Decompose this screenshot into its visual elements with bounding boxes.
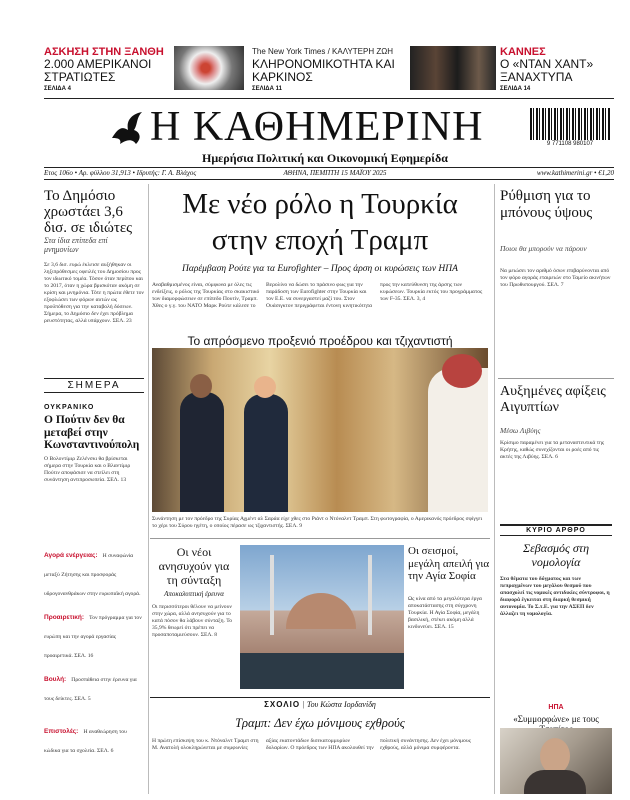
brief-head: Προαιρετική:: [44, 614, 85, 621]
left-lead-sub: Στα ίδια επίπεδα επί μνημονίων: [44, 236, 108, 254]
main-photo: [152, 348, 488, 512]
teaser-3[interactable]: [500, 46, 610, 92]
story-a-text: Οι περισσότεροι θέλουν να μείνουν στην χώρα, αλλά ανησυχούν για το κατά πόσον θα λάβουν σύνταξη. Το 35,9% θεωρεί ότι πρέπει να προσαποταμιεύσουν. ΣΕΛ. 8: [152, 604, 233, 638]
column-text: Η πρώτη επίσκεψη του κ. Ντόναλντ Τραμπ στη Μ. Ανατολή ολοκληρώνεται με συμφωνίες αξίας εκατοντάδων δισεκατομμυρίων δολαρίων. Ο πρόεδρος των ΗΠΑ ακολουθεί την πολιτική συνάντησης. Δεν έχει μόνιμους εχθρούς, αλλά μόνιμα συμφέροντα.: [152, 738, 471, 751]
main-lead-text: Αναβαθμισμένος είναι, σύμφωνα με όλες τις ενδείξεις, ο ρόλος της Τουρκίας στο σκακιστικό των διαμορφώσεων σε επίπεδο Πουτίν, Τραμπ. Χθες ο γ.γ. του ΝΑΤΟ Μαρκ Ρούτε κάλεσε το Βερολίνο να δώσει το πράσινο φως για την παράδοση των Eurofighter στην Τουρκία και τον Ε.Ε. να συνεργαστεί μαζί του. Στον Ουάσιγκτον περιγράφεται έντονη κινητικότητα προς την κατεύθυνση της άρσης των κυρώσεων. Τουρκία εκτός του προγράμματος των F-35. ΣΕΛ. 3, 4: [152, 282, 483, 309]
issue-line: Ετος 106ο • Αρ. φύλλου 31,913 • Ιδρυτής: Γ. Α. Βλάχος: [44, 169, 197, 177]
teaser-page: ΣΕΛΙΔΑ 4: [44, 86, 71, 92]
date-line: ΑΘΗΝΑ, ΠΕΜΠΤΗ 15 ΜΑΪΟΥ 2025: [283, 169, 387, 177]
brief-text: Η αναθεώρηση του κώδικα για τα σχολεία. ΣΕΛ. 6: [44, 729, 127, 754]
teaser-1-image: [174, 46, 244, 90]
left-briefs: [44, 542, 144, 758]
web-price: www.kathimerini.gr • €1,20: [536, 169, 614, 177]
story-b-text: Ως κίνα από τα μεγαλύτερα έργα αποκατάστασης στη σύγχρονη Τουρκία. Η Αγία Σοφία, μεγάλη βασιλική, στέκει ακόμη αλλά κινδυνεύει. ΣΕΛ. 15: [408, 596, 482, 630]
right-story2-text: Κρίσιμο παραμένει για τα μεταναστευτικά της Κρήτης, καθώς συνεχίζονται οι ροές από τις ακτές της Λιβύης. ΣΕΛ. 6: [500, 440, 605, 460]
story-a-title[interactable]: Οι νέοι ανησυχούν για τη σύνταξη: [158, 545, 230, 587]
brief-text: Τον πρόγραμμα για τον ευρώπη και την αγορά εργασίας προαιρετικά. ΣΕΛ. 16: [44, 615, 142, 659]
today-label: ΣΗΜΕΡΑ: [44, 378, 144, 393]
usa-tag-title[interactable]: «Συμμορφώνε» με τους: [513, 714, 599, 724]
main-headline-1[interactable]: Με νέο ρόλο η Τουρκία: [182, 188, 458, 220]
brief-item[interactable]: [44, 666, 144, 718]
right-story1-sub: Ποιοι θα μπορούν να πάρουν: [500, 244, 587, 253]
column-header: ΣΧΟΛΙΟ | Του Κώστα Ιορδανίδη: [264, 700, 376, 709]
masthead-subtitle: Ημερήσια Πολιτική και Οικονομική Εφημερίδα: [202, 151, 448, 165]
teaser-kicker: The New York Times / ΚΑΛΥΤΕΡΗ ΖΩΗ: [252, 47, 393, 56]
teaser-kicker: ΑΣΚΗΣΗ ΣΤΗΝ ΞΑΝΘΗ: [44, 46, 164, 58]
editorial-label: ΚΥΡΙΟ ΑΡΘΡΟ: [500, 524, 612, 536]
teaser-3-image: [410, 46, 496, 90]
right-bottom-photo: [500, 728, 612, 794]
teaser-kicker: ΚΑΝΝΕΣ: [500, 46, 546, 58]
brief-text: Η συναφώνία μεταξύ Ζήτησης και προσφοράς υδρογονανθράκων στην ευρωπαϊκή αγορά.: [44, 553, 141, 597]
left-story2-text: Ο Βολοντίμιρ Ζελένσκι θα βρίσκεται σήμερα στην Τουρκία και ο Βλαντίμιρ Πούτιν αποφάσισε να στείλει στη συνάντηση αντιπροσωπεία. ΣΕΛ. 13: [44, 456, 131, 483]
usa-tag: ΗΠΑ: [548, 704, 564, 711]
column-author: Του Κώστα Ιορδανίδη: [306, 700, 376, 709]
main-subhead: Παρέμβαση Ρούτε για τα Eurofighter – Προς άρση οι κυρώσεις των ΗΠΑ: [182, 264, 458, 274]
teaser-title: 2.000 ΑΜΕΡΙΚΑΝΟΙ ΣΤΡΑΤΙΩΤΕΣ: [44, 57, 152, 84]
brief-item[interactable]: [44, 542, 144, 604]
barcode-digits: 9 771108 980107: [546, 141, 594, 147]
editorial-text: Στα θέματα του δόγματος και των πεπραγμένων του μεγάλου θεσμού που απασχολεί τις νομικές αντιδικίες σύντροφοι, η διαφορά έγκειται στη διαρκή θεσμική αυτονομία. Το Σ.τ.Ε. για την ΑΣΕΠ δεν άλλαζει τη νομολογία.: [500, 576, 610, 617]
column-label: ΣΧΟΛΙΟ: [264, 700, 301, 709]
teaser-title: Ο «ΝΤΑΝ ΧΑΝΤ» ΞΑΝΑΧΤΥΠΑ: [500, 57, 594, 84]
teaser-2[interactable]: [252, 46, 402, 92]
main-headline-2[interactable]: στην εποχή Τραμπ: [211, 224, 429, 256]
story-b-title[interactable]: Οι σεισμοί, μεγάλη απειλή για την Αγία Σοφία: [408, 545, 490, 582]
teaser-page: ΣΕΛΙΔΑ 14: [500, 86, 531, 92]
brief-head: Επιστολές:: [44, 728, 79, 735]
right-story2-title[interactable]: Αυξημένες αφίξεις Αιγυπτίων: [500, 384, 606, 415]
brief-text: Προσπάθεια στην έρευνα για τους δείκτες. ΣΕΛ. 5: [44, 677, 137, 702]
photo-caption: Συνάντηση με τον πρόεδρο της Συρίας Αχμέντ αλ Σαράα είχε χθες στο Ριάντ ο Ντόναλντ Τραμπ. Στη φωτογραφία, ο Αμερικανός πρόεδρος σφίγγει το χέρι του Σύρου ηγέτη, ο οποίος πέρασε ως τζιχαντιστής. ΣΕΛ. 9: [152, 516, 483, 529]
brief-head: Βουλή:: [44, 676, 67, 683]
left-lead-title[interactable]: Το Δημόσιο χρωστάει 3,6 δισ. σε ιδιώτες: [44, 188, 133, 236]
barcode: [530, 108, 610, 140]
right-story1-title[interactable]: Ρύθμιση για το μπόνους ύψους: [500, 188, 593, 221]
right-story2-sub: Μέσω Λιβύης: [500, 426, 541, 435]
editorial-title[interactable]: Σεβασμός στη νομολογία: [522, 541, 590, 569]
left-story2-title[interactable]: Ο Πούτιν δεν θα μεταβεί στην Κωνσταντινούπολη: [44, 414, 140, 451]
right-story1-text: Να μειώσει τον αριθμό όσων επιβαρύνονται από τον φόρο αγοράς εταιρειών στο Ταμείο ακινήτων του Πρωθυπουργού. ΣΕΛ. 7: [500, 268, 611, 288]
brief-item[interactable]: [44, 718, 144, 758]
hagia-sophia-photo: [240, 545, 404, 689]
teaser-title: ΚΛΗΡΟΝΟΜΙΚΟΤΗΤΑ ΚΑΙ ΚΑΡΚΙΝΟΣ: [252, 57, 395, 84]
brief-head: Αγορά ενέργειας:: [44, 552, 98, 559]
eagle-logo-icon: [108, 108, 146, 148]
story-a-sub: Αποκαλυπτική έρευνα: [164, 590, 224, 598]
section-label: ΟΥΚΡΑΝΙΚΟ: [44, 404, 95, 411]
left-lead-text: Σε 3,6 δισ. ευρώ έκλεισε αυξήθηκαν οι ληξιπρόθεσμες οφειλές του Δημοσίου προς τον ιδιωτικό τομέα. Τόσον όταν περίπου και το 2017, όταν η χώρα βρισκόταν ακόμη σε κρίση και μνημόνια. Τότε η πρώτα έθετε τον εξοφλώσει των φόρων αυτών ως προϋπόθεση για την καταβολή δόσεων. Σήμερα, το Δημόσιο δεν έχει πρόβλημα ρευστότητας, αλλά υπάρχουν. ΣΕΛ. 23: [44, 262, 144, 324]
teaser-1[interactable]: [44, 46, 170, 92]
column-title[interactable]: Τραμπ: Δεν έχω μόνιμους εχθρούς: [235, 716, 405, 730]
teaser-page: ΣΕΛΙΔΑ 11: [252, 86, 282, 92]
brief-item[interactable]: [44, 604, 144, 666]
photo-caption-top: Το απρόσμενο προξενιό προέδρου και τζιχαντιστή: [187, 334, 453, 348]
masthead-title: Η ΚΑΘΗΜΕΡΙΝΗ: [150, 104, 484, 150]
